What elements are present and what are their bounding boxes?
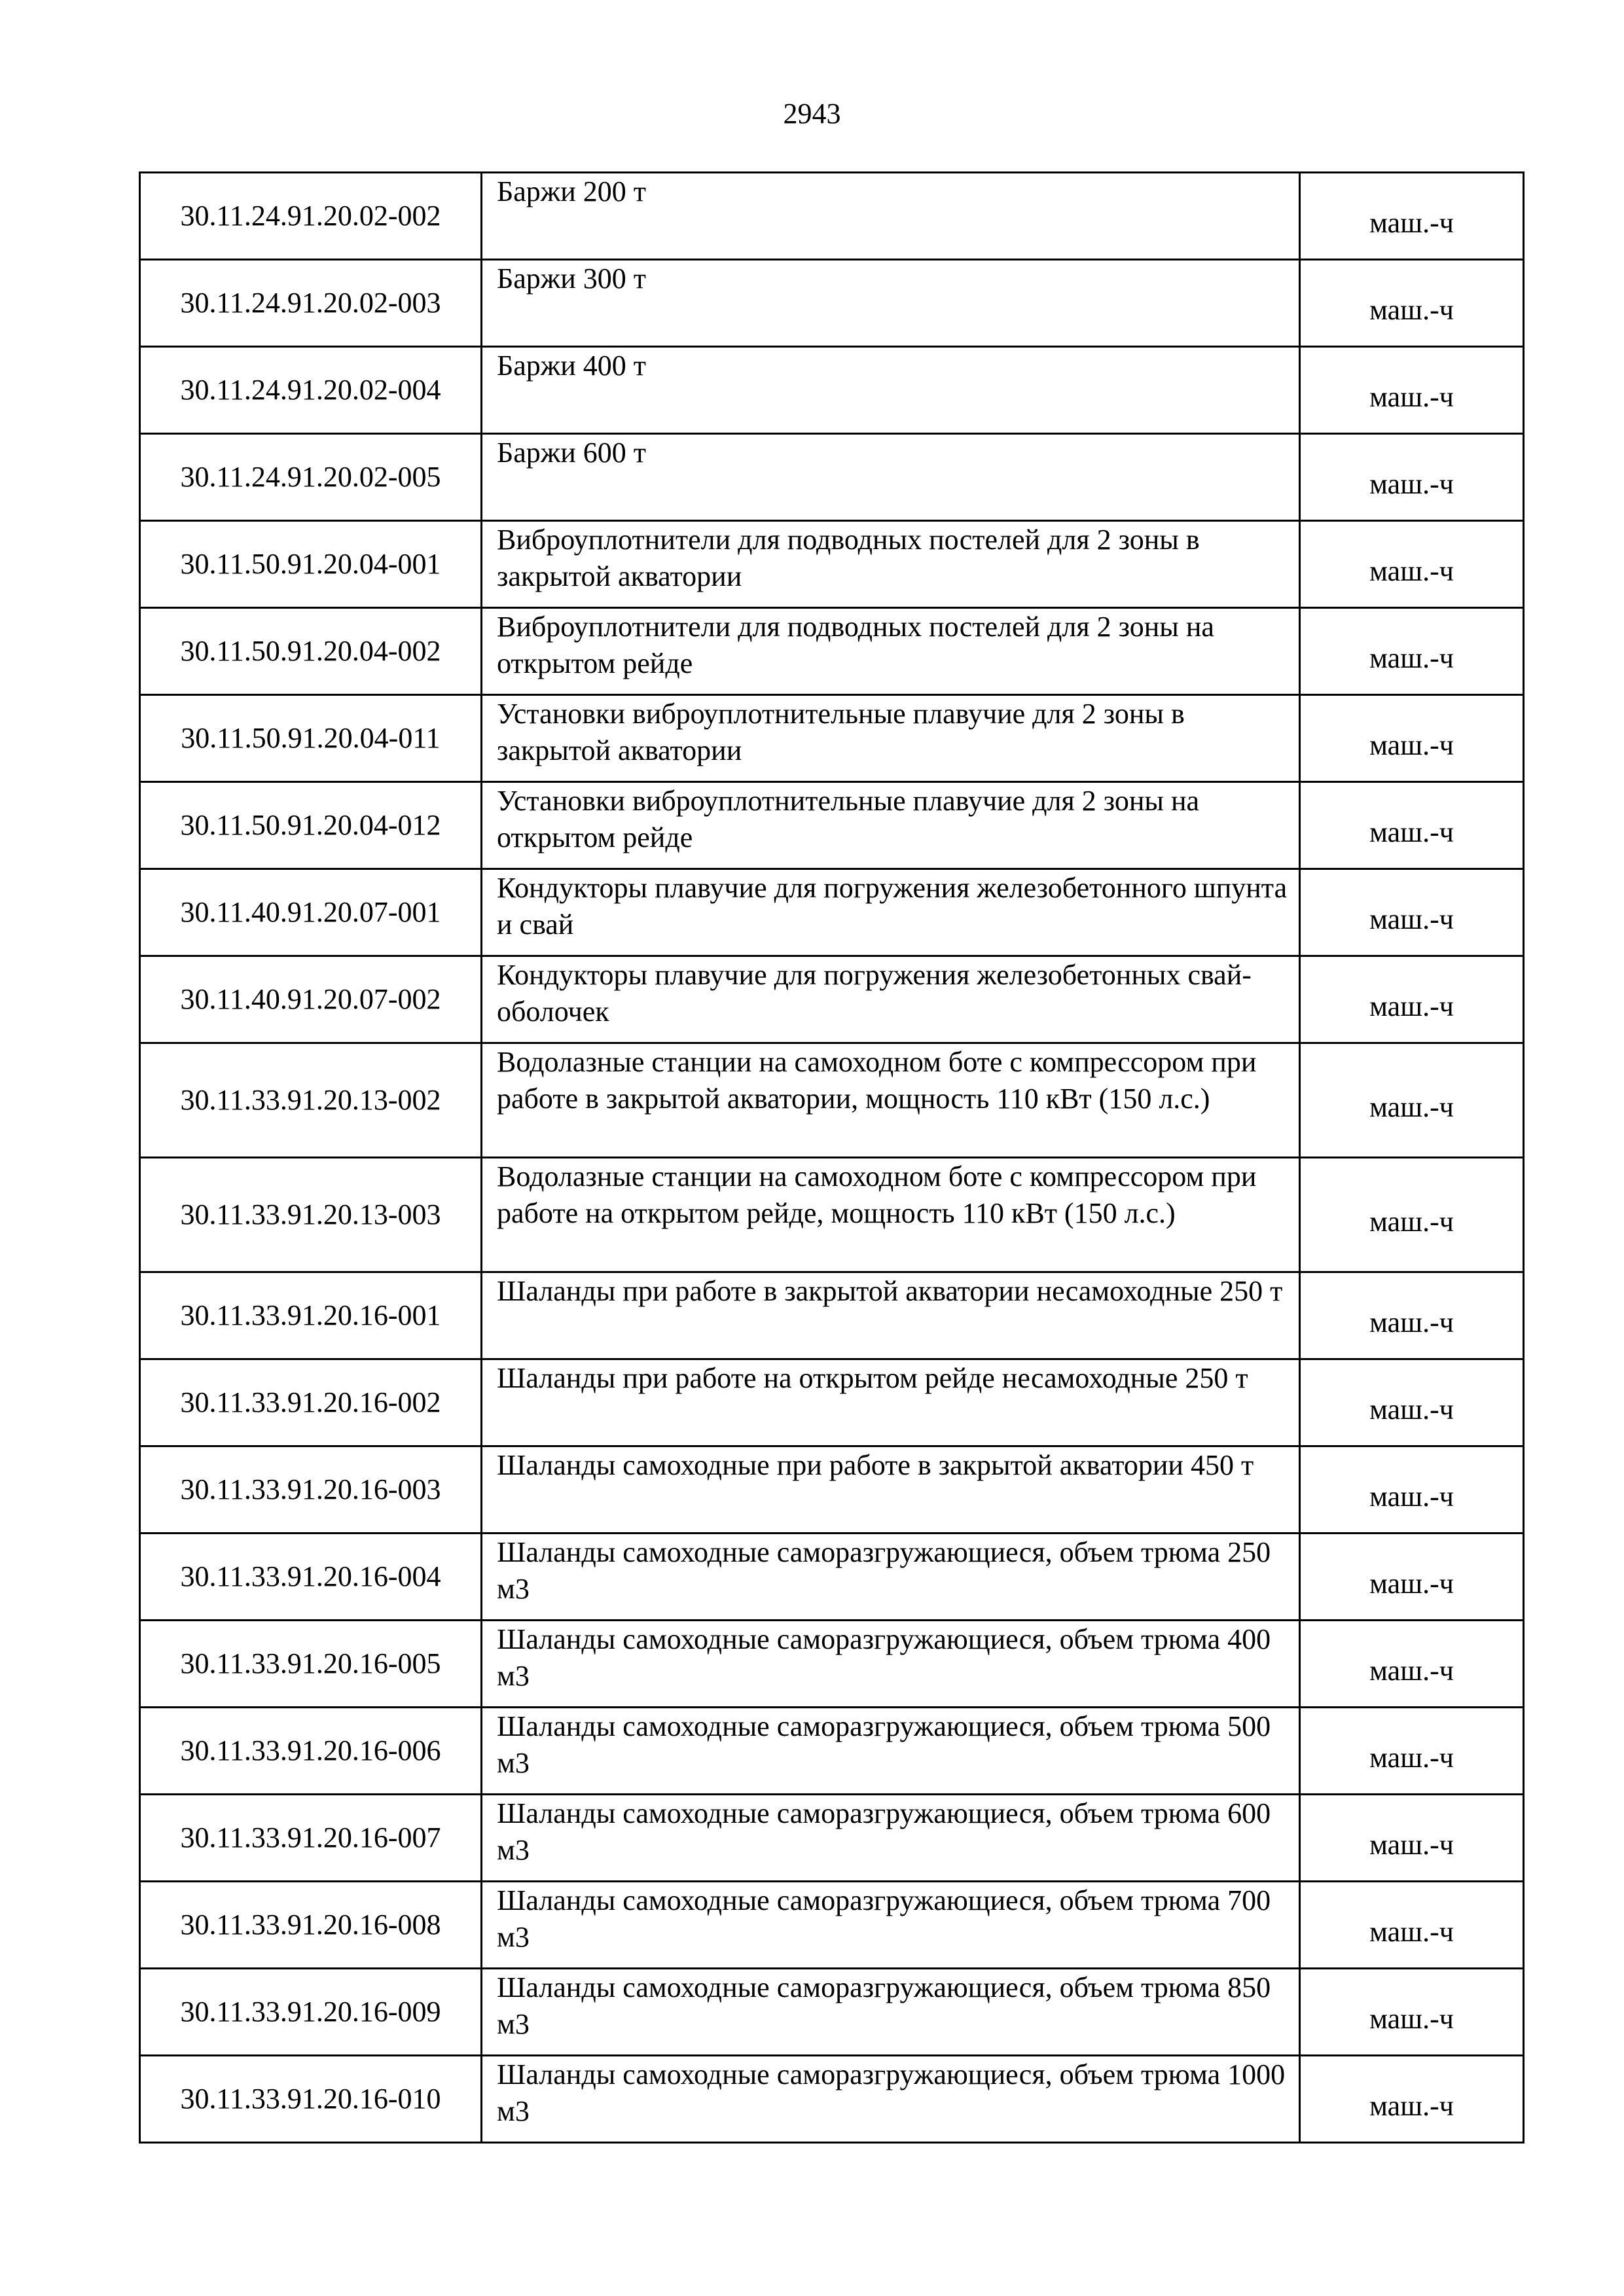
resource-name: Водолазные станции на самоходном боте с компрессором при работе на открытом рейде, мощность 110 кВт (150 л.с.) bbox=[482, 1158, 1300, 1272]
resource-name: Шаланды при работе на открытом рейде несамоходные 250 т bbox=[482, 1359, 1300, 1446]
table-row bbox=[140, 1795, 1524, 1882]
resource-name: Установки виброуплотнительные плавучие для 2 зоны в закрытой акватории bbox=[482, 695, 1300, 782]
table-row bbox=[140, 1359, 1524, 1446]
resource-name: Установки виброуплотнительные плавучие для 2 зоны на открытом рейде bbox=[482, 782, 1300, 869]
measure-unit: маш.-ч bbox=[1300, 1882, 1524, 1969]
resource-code: 30.11.33.91.20.13-002 bbox=[140, 1043, 482, 1158]
table-row bbox=[140, 260, 1524, 347]
table-row bbox=[140, 1043, 1524, 1158]
measure-unit: маш.-ч bbox=[1300, 1272, 1524, 1359]
resource-code: 30.11.50.91.20.04-011 bbox=[140, 695, 482, 782]
table-row bbox=[140, 869, 1524, 956]
resource-code: 30.11.50.91.20.04-001 bbox=[140, 521, 482, 608]
table-row bbox=[140, 1534, 1524, 1621]
measure-unit: маш.-ч bbox=[1300, 869, 1524, 956]
table-row bbox=[140, 521, 1524, 608]
resource-code: 30.11.33.91.20.16-004 bbox=[140, 1534, 482, 1621]
measure-unit: маш.-ч bbox=[1300, 260, 1524, 347]
table-row bbox=[140, 1621, 1524, 1708]
measure-unit: маш.-ч bbox=[1300, 1158, 1524, 1272]
resource-name: Шаланды самоходные саморазгружающиеся, объем трюма 500 м3 bbox=[482, 1708, 1300, 1795]
resource-code: 30.11.24.91.20.02-005 bbox=[140, 434, 482, 521]
table-row bbox=[140, 1272, 1524, 1359]
page-number: 2943 bbox=[783, 98, 841, 130]
measure-unit: маш.-ч bbox=[1300, 1621, 1524, 1708]
resource-code: 30.11.40.91.20.07-002 bbox=[140, 956, 482, 1043]
table-row bbox=[140, 2056, 1524, 2143]
measure-unit: маш.-ч bbox=[1300, 1043, 1524, 1158]
resource-name: Шаланды самоходные при работе в закрытой акватории 450 т bbox=[482, 1446, 1300, 1534]
resource-name: Шаланды самоходные саморазгружающиеся, объем трюма 700 м3 bbox=[482, 1882, 1300, 1969]
measure-unit: маш.-ч bbox=[1300, 434, 1524, 521]
measure-unit: маш.-ч bbox=[1300, 2056, 1524, 2143]
measure-unit: маш.-ч bbox=[1300, 956, 1524, 1043]
resource-name: Баржи 600 т bbox=[482, 434, 1300, 521]
resource-name: Шаланды самоходные саморазгружающиеся, объем трюма 400 м3 bbox=[482, 1621, 1300, 1708]
resource-code: 30.11.33.91.20.13-003 bbox=[140, 1158, 482, 1272]
table-row bbox=[140, 173, 1524, 260]
measure-unit: маш.-ч bbox=[1300, 521, 1524, 608]
resource-code: 30.11.33.91.20.16-010 bbox=[140, 2056, 482, 2143]
resource-code: 30.11.33.91.20.16-001 bbox=[140, 1272, 482, 1359]
resource-name: Шаланды самоходные саморазгружающиеся, объем трюма 850 м3 bbox=[482, 1969, 1300, 2056]
table-body bbox=[140, 173, 1524, 2143]
resource-code: 30.11.24.91.20.02-003 bbox=[140, 260, 482, 347]
resource-name: Шаланды самоходные саморазгружающиеся, объем трюма 600 м3 bbox=[482, 1795, 1300, 1882]
resource-name: Виброуплотнители для подводных постелей для 2 зоны на открытом рейде bbox=[482, 608, 1300, 695]
measure-unit: маш.-ч bbox=[1300, 1708, 1524, 1795]
resource-code: 30.11.33.91.20.16-002 bbox=[140, 1359, 482, 1446]
resource-code: 30.11.50.91.20.04-002 bbox=[140, 608, 482, 695]
measure-unit: маш.-ч bbox=[1300, 1969, 1524, 2056]
resource-name: Шаланды самоходные саморазгружающиеся, объем трюма 1000 м3 bbox=[482, 2056, 1300, 2143]
resource-name: Баржи 200 т bbox=[482, 173, 1300, 260]
measure-unit: маш.-ч bbox=[1300, 347, 1524, 434]
measure-unit: маш.-ч bbox=[1300, 1795, 1524, 1882]
machines-table bbox=[139, 171, 1525, 2144]
table-row bbox=[140, 782, 1524, 869]
table-row bbox=[140, 1446, 1524, 1534]
measure-unit: маш.-ч bbox=[1300, 608, 1524, 695]
resource-name: Виброуплотнители для подводных постелей для 2 зоны в закрытой акватории bbox=[482, 521, 1300, 608]
resource-name: Кондукторы плавучие для погружения железобетонных свай-оболочек bbox=[482, 956, 1300, 1043]
measure-unit: маш.-ч bbox=[1300, 1359, 1524, 1446]
table-row bbox=[140, 1708, 1524, 1795]
resource-name: Кондукторы плавучие для погружения железобетонного шпунта и свай bbox=[482, 869, 1300, 956]
table-row bbox=[140, 434, 1524, 521]
measure-unit: маш.-ч bbox=[1300, 695, 1524, 782]
table-row bbox=[140, 956, 1524, 1043]
resource-name: Шаланды самоходные саморазгружающиеся, объем трюма 250 м3 bbox=[482, 1534, 1300, 1621]
resource-code: 30.11.24.91.20.02-004 bbox=[140, 347, 482, 434]
resource-code: 30.11.24.91.20.02-002 bbox=[140, 173, 482, 260]
table-row bbox=[140, 1158, 1524, 1272]
table-row bbox=[140, 695, 1524, 782]
resource-code: 30.11.50.91.20.04-012 bbox=[140, 782, 482, 869]
resource-code: 30.11.40.91.20.07-001 bbox=[140, 869, 482, 956]
resource-code: 30.11.33.91.20.16-007 bbox=[140, 1795, 482, 1882]
table-row bbox=[140, 347, 1524, 434]
resource-code: 30.11.33.91.20.16-005 bbox=[140, 1621, 482, 1708]
table-row bbox=[140, 608, 1524, 695]
measure-unit: маш.-ч bbox=[1300, 1534, 1524, 1621]
measure-unit: маш.-ч bbox=[1300, 173, 1524, 260]
resource-name: Шаланды при работе в закрытой акватории несамоходные 250 т bbox=[482, 1272, 1300, 1359]
resource-code: 30.11.33.91.20.16-006 bbox=[140, 1708, 482, 1795]
resource-name: Водолазные станции на самоходном боте с компрессором при работе в закрытой акватории, мощность 110 кВт (150 л.с.) bbox=[482, 1043, 1300, 1158]
resource-code: 30.11.33.91.20.16-009 bbox=[140, 1969, 482, 2056]
table-row bbox=[140, 1969, 1524, 2056]
table-row bbox=[140, 1882, 1524, 1969]
measure-unit: маш.-ч bbox=[1300, 1446, 1524, 1534]
resource-name: Баржи 400 т bbox=[482, 347, 1300, 434]
resource-code: 30.11.33.91.20.16-003 bbox=[140, 1446, 482, 1534]
measure-unit: маш.-ч bbox=[1300, 782, 1524, 869]
resource-code: 30.11.33.91.20.16-008 bbox=[140, 1882, 482, 1969]
resource-name: Баржи 300 т bbox=[482, 260, 1300, 347]
